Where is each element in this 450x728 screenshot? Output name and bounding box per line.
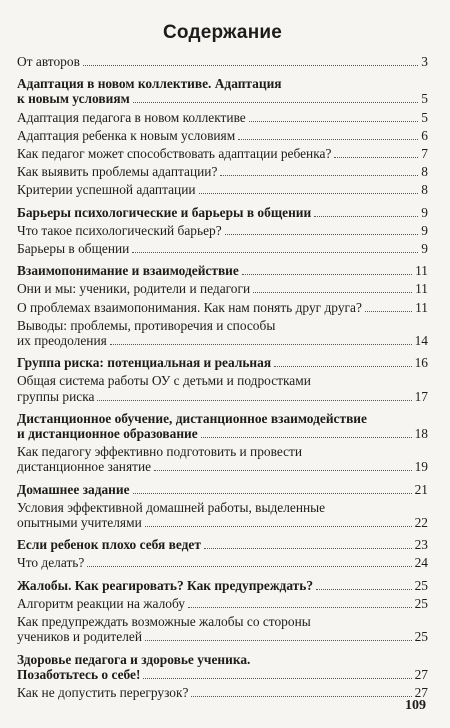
toc-entry-text: Как педагог может способствовать адаптации ребенка? [17, 146, 332, 162]
toc-section-entry [17, 578, 428, 593]
toc-section-entry [17, 482, 428, 497]
dot-leader [83, 65, 418, 66]
toc-subsection-entry [17, 223, 428, 238]
toc-page-number: 16 [414, 355, 428, 371]
toc-entry-text: Как педагогу эффективно подготовить и провести [17, 444, 303, 460]
dot-leader [316, 589, 412, 590]
toc-subsection-entry [17, 128, 428, 143]
toc-subsection-entry [17, 555, 428, 570]
toc-entry-text: Здоровье педагога и здоровье ученика. [17, 651, 251, 667]
dot-leader [204, 548, 412, 549]
toc-page-number: 8 [421, 164, 428, 180]
toc-entry-text: дистанционное занятие [17, 459, 152, 475]
toc-entry-text: Они и мы: ученики, родители и педагоги [17, 281, 251, 297]
page-number: 109 [405, 698, 426, 713]
toc-page-number: 23 [414, 537, 428, 553]
toc-subsection-entry [17, 614, 428, 644]
toc-page-number: 25 [414, 577, 428, 593]
toc-entry-text: учеников и родителей [17, 629, 142, 645]
toc-entry-text: Адаптация ребенка к новым условиям [17, 127, 236, 143]
page-title: Содержание [162, 22, 283, 43]
dot-leader [133, 102, 419, 103]
toc-page-number: 6 [421, 127, 428, 143]
dot-leader [249, 121, 419, 122]
toc-page-number: 25 [414, 595, 428, 611]
dot-leader [145, 526, 412, 527]
toc-page-number: 24 [414, 555, 428, 571]
toc-page-number: 8 [421, 182, 428, 198]
toc-entry-text: Если ребенок плохо себя ведет [17, 537, 201, 553]
dot-leader [238, 139, 418, 140]
toc-entry-text: их преодоления [17, 333, 107, 349]
dot-leader [145, 640, 412, 641]
dot-leader [191, 696, 411, 697]
toc-subsection-entry [17, 241, 428, 256]
toc-subsection-entry [17, 300, 428, 315]
dot-leader [97, 400, 411, 401]
table-of-contents [17, 54, 428, 700]
dot-leader [220, 175, 418, 176]
toc-page-number: 9 [421, 204, 428, 220]
toc-page-number: 11 [415, 299, 428, 315]
toc-section-entry [17, 652, 428, 682]
toc-section-entry [17, 355, 428, 370]
dot-leader [143, 678, 411, 679]
toc-subsection-entry [17, 685, 428, 700]
toc-entry-text: Как предупреждать возможные жалобы со стороны [17, 614, 311, 630]
dot-leader [274, 366, 412, 367]
toc-section-entry [17, 537, 428, 552]
dot-leader [365, 311, 412, 312]
dot-leader [87, 566, 411, 567]
toc-entry-text: Что делать? [17, 555, 85, 571]
toc-page-number: 27 [414, 684, 428, 700]
toc-page-number: 21 [414, 481, 428, 497]
toc-entry-text: Группа риска: потенциальная и реальная [17, 355, 272, 371]
toc-subsection-entry [17, 500, 428, 530]
dot-leader [154, 470, 412, 471]
toc-entry-text: опытными учителями [17, 515, 142, 531]
toc-subsection-entry [17, 444, 428, 474]
toc-page-number: 18 [414, 426, 428, 442]
toc-entry-text: Жалобы. Как реагировать? Как предупреждать? [17, 577, 314, 593]
toc-subsection-entry [17, 182, 428, 197]
toc-section-entry [17, 411, 428, 441]
toc-page-number: 5 [421, 109, 428, 125]
toc-subsection-entry [17, 318, 428, 348]
toc-section-entry [17, 76, 428, 106]
dot-leader [133, 493, 412, 494]
toc-page-number: 3 [421, 54, 428, 69]
toc-subsection-entry [17, 54, 428, 69]
toc-page-number: 25 [414, 629, 428, 645]
dot-leader [242, 274, 412, 275]
toc-entry-text: к новым условиям [17, 91, 130, 107]
toc-subsection-entry [17, 164, 428, 179]
dot-leader [253, 292, 412, 293]
dot-leader [132, 252, 418, 253]
toc-subsection-entry [17, 110, 428, 125]
toc-page-number: 19 [414, 459, 428, 475]
dot-leader [201, 437, 412, 438]
dot-leader [334, 157, 418, 158]
toc-entry-text: Общая система работы ОУ с детьми и подростками [17, 373, 311, 389]
toc-page-number: 9 [421, 241, 428, 257]
toc-page-number: 27 [414, 666, 428, 682]
toc-entry-text: Барьеры психологические и барьеры в общении [17, 204, 312, 220]
toc-entry-text: Что такое психологический барьер? [17, 222, 222, 238]
toc-page-number: 14 [414, 333, 428, 349]
toc-subsection-entry [17, 596, 428, 611]
dot-leader [199, 193, 419, 194]
toc-page-number: 22 [414, 515, 428, 531]
toc-section-entry [17, 205, 428, 220]
toc-subsection-entry [17, 373, 428, 403]
toc-section-entry [17, 263, 428, 278]
toc-entry-text: Условия эффективной домашней работы, выделенные [17, 499, 326, 515]
toc-page-number: 5 [421, 91, 428, 107]
toc-entry-text: и дистанционное образование [17, 426, 198, 442]
toc-entry-text: Алгоритм реакции на жалобу [17, 595, 185, 611]
toc-entry-text: группы риска [17, 388, 95, 404]
toc-subsection-entry [17, 146, 428, 161]
toc-subsection-entry [17, 281, 428, 296]
toc-entry-text: Взаимопонимание и взаимодействие [17, 263, 239, 279]
toc-entry-text: Адаптация педагога в новом коллективе [17, 109, 246, 125]
dot-leader [110, 344, 412, 345]
toc-entry-text: О проблемах взаимопонимания. Как нам понять друг друга? [17, 299, 362, 315]
dot-leader [188, 607, 412, 608]
dot-leader [225, 234, 419, 235]
toc-page-number: 9 [421, 222, 428, 238]
toc-entry-text: Выводы: проблемы, противоречия и способы [17, 317, 276, 333]
toc-page-number: 11 [415, 263, 428, 279]
toc-page-number: 11 [415, 281, 428, 297]
dot-leader [314, 216, 418, 217]
toc-entry-text: Критерии успешной адаптации [17, 182, 196, 198]
toc-page-number: 17 [414, 388, 428, 404]
toc-entry-text: Позаботьтесь о себе! [17, 666, 141, 682]
toc-entry-text: Адаптация в новом коллективе. Адаптация [17, 76, 282, 92]
toc-page-number: 7 [421, 146, 428, 162]
toc-entry-text: От авторов [17, 54, 80, 69]
toc-entry-text: Домашнее задание [17, 481, 130, 497]
toc-entry-text: Дистанционное обучение, дистанционное взаимодействие [17, 410, 367, 426]
toc-entry-text: Как не допустить перегрузок? [17, 684, 189, 700]
toc-entry-text: Барьеры в общении [17, 241, 130, 257]
toc-entry-text: Как выявить проблемы адаптации? [17, 164, 218, 180]
